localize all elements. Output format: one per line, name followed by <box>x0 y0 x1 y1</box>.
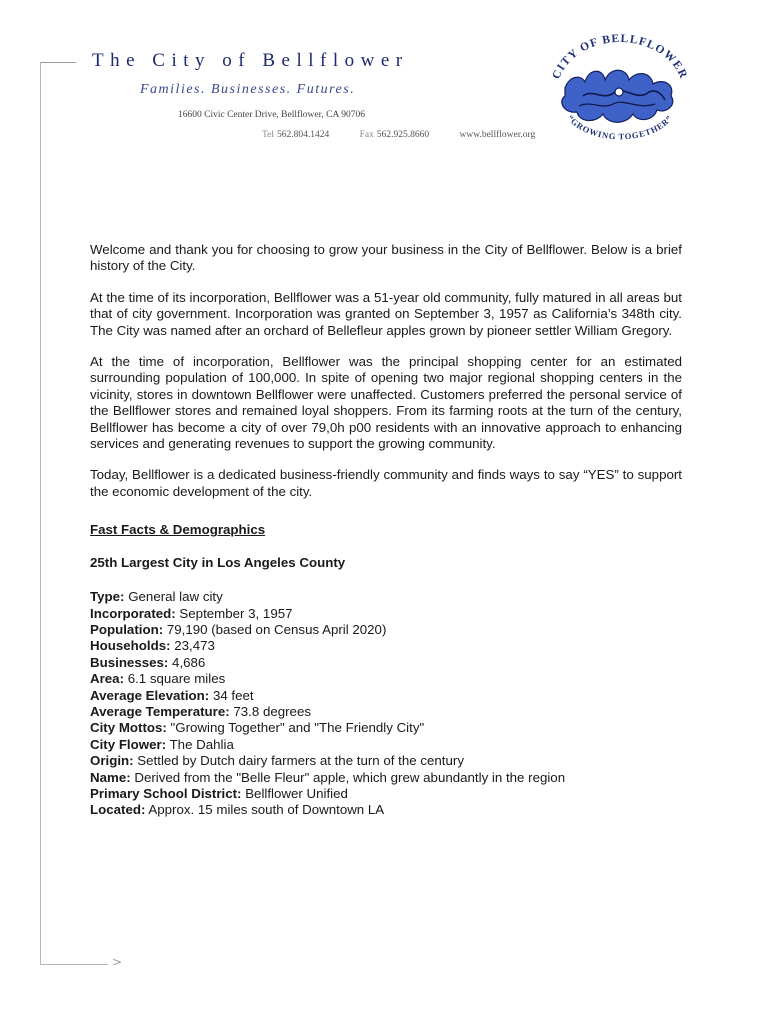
fact-label: Name: <box>90 769 131 785</box>
fact-school-district <box>90 786 682 802</box>
facts-subheading: 25th Largest City in Los Angeles County <box>90 554 346 570</box>
fact-label: City Mottos: <box>90 720 167 736</box>
fact-label: Population: <box>90 621 164 637</box>
seal-top-text: CITY OF BELLFLOWER <box>550 32 690 82</box>
fact-businesses <box>90 655 682 671</box>
fax-number: 562.925.8660 <box>376 130 430 140</box>
fact-label: Area: <box>90 671 124 687</box>
fact-value: Derived from the "Belle Fleur" apple, which grew abundantly in the region <box>134 769 566 785</box>
fact-value: General law city <box>128 589 223 605</box>
fact-value: 34 feet <box>212 687 254 703</box>
letterhead-tagline: Families. Businesses. Futures. <box>140 82 356 97</box>
fact-label: Average Temperature: <box>90 703 230 719</box>
website-link[interactable]: www.bellflower.org <box>459 130 536 140</box>
fact-label: Primary School District: <box>90 785 242 801</box>
fact-flower <box>90 737 682 753</box>
letterhead-contact <box>262 130 549 140</box>
seal-bottom-text: “GROWING TOGETHER” <box>565 113 675 142</box>
fax-group <box>360 130 444 140</box>
paragraph-today: Today, Bellflower is a dedicated business-friendly community and finds ways to say “YES” to support the economic development of the city. <box>90 467 682 499</box>
fact-origin <box>90 753 682 769</box>
letterhead-title: The City of Bellflower <box>92 50 409 71</box>
fact-value: 6.1 square miles <box>127 671 226 687</box>
fact-value: 4,686 <box>172 654 206 670</box>
fact-label: Type: <box>90 589 125 605</box>
tel-group <box>262 130 343 140</box>
fax-label: Fax <box>359 130 374 140</box>
fact-located <box>90 802 682 818</box>
facts-list <box>90 589 682 819</box>
fact-mottos <box>90 720 682 736</box>
frame-arrow-icon: > <box>112 955 123 969</box>
letterhead-address: 16600 Civic Center Drive, Bellflower, CA 90706 <box>178 110 365 120</box>
fact-label: Businesses: <box>90 654 169 670</box>
paragraph-welcome: Welcome and thank you for choosing to grow your business in the City of Bellflower. Below is a brief history of the City. <box>90 242 682 274</box>
fact-value: 73.8 degrees <box>233 703 312 719</box>
fact-label: Average Elevation: <box>90 687 210 703</box>
fact-name <box>90 770 682 786</box>
fact-temperature <box>90 704 682 720</box>
city-seal-logo <box>545 30 695 160</box>
fact-elevation <box>90 688 682 704</box>
fact-value: Settled by Dutch dairy farmers at the turn of the century <box>137 753 464 769</box>
fact-households <box>90 638 682 654</box>
fact-label: Households: <box>90 638 171 654</box>
fact-type <box>90 589 682 605</box>
fact-value: 23,473 <box>174 638 215 654</box>
fact-population <box>90 622 682 638</box>
fact-value: "Growing Together" and "The Friendly City" <box>170 720 425 736</box>
fact-label: Incorporated: <box>90 605 176 621</box>
fact-label: Origin: <box>90 753 134 769</box>
fact-area <box>90 671 682 687</box>
fact-value: September 3, 1957 <box>179 605 293 621</box>
fact-value: Approx. 15 miles south of Downtown LA <box>148 802 385 818</box>
fact-label: City Flower: <box>90 736 167 752</box>
letter-body <box>90 242 682 819</box>
frame-line-left <box>40 62 41 964</box>
frame-line-bottom <box>40 964 108 965</box>
frame-line-top <box>40 62 76 63</box>
fact-incorporated <box>90 606 682 622</box>
fact-value: 79,190 (based on Census April 2020) <box>166 621 387 637</box>
tel-number: 562.804.1424 <box>277 130 330 140</box>
paragraph-shopping: At the time of incorporation, Bellflower was the principal shopping center for an estimated surrounding population of 100,000. In spite of opening two major regional shopping centers in the vicinity, stores in downtown Bellflower were unaffected. Customers preferred the personal service of the Bellflower stores and remained loyal shoppers. From its farming roots at the turn of the century, Bellflower has become a city of over 79,0h p00 residents with an innovative approach to enhancing services and generating revenues to support the growing community. <box>90 354 682 452</box>
fact-label: Located: <box>90 802 146 818</box>
fact-value: Bellflower Unified <box>245 785 348 801</box>
tel-label: Tel <box>262 130 274 140</box>
seal-flower-icon <box>562 70 673 122</box>
fact-value: The Dahlia <box>169 736 234 752</box>
paragraph-incorporation: At the time of its incorporation, Bellflower was a 51-year old community, fully matured in all areas but that of city government. Incorporation was granted on September 3, 1957 as California’s 348th city. The City was named after an orchard of Bellefleur apples grown by pioneer settler William Gregory. <box>90 289 682 338</box>
facts-heading: Fast Facts & Demographics <box>90 522 266 538</box>
